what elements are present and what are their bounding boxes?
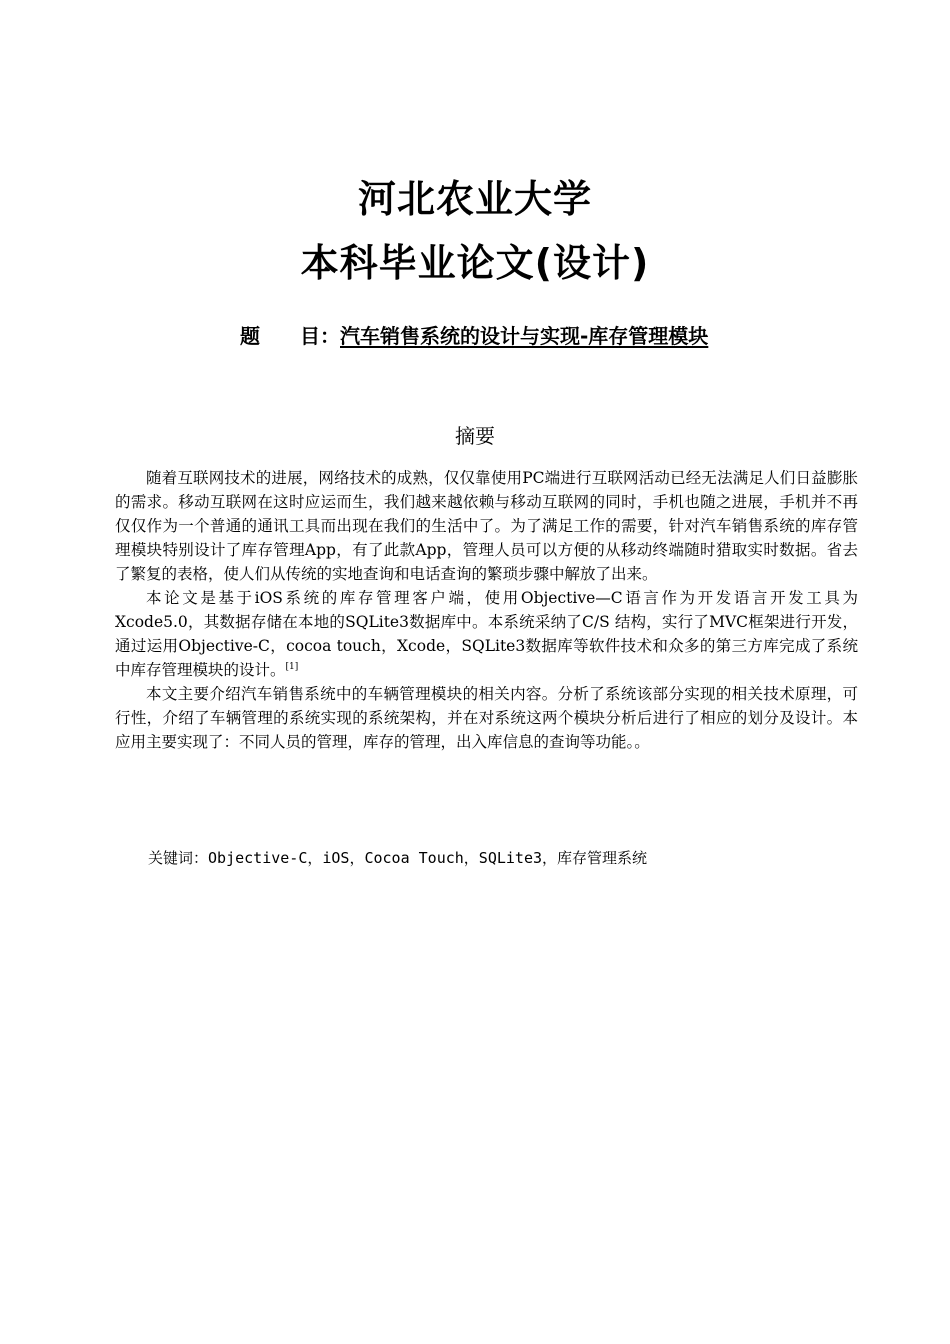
subject-label-part1: 题: [240, 324, 260, 348]
citation-marker: [1]: [285, 661, 299, 672]
abstract-paragraph-2-text: 本论文是基于iOS系统的库存管理客户端，使用Objective—C语言作为开发语言开发工具为Xcode5.0，其数据存储在本地的SQLite3数据库中。本系统采纳了C/S 结构，实行了MVC框架进行开发，通过运用Objective-C，cocoa touch，Xcode，SQLite3数据库等软件技术和众多的第三方库完成了系统中库存管理模块的设计。: [115, 589, 858, 679]
abstract-heading: 摘要: [455, 424, 495, 448]
keywords-value: Objective-C，iOS，Cocoa Touch，SQLite3，库存管理系统: [208, 849, 648, 867]
abstract-body: [115, 466, 858, 754]
abstract-paragraph-1-text: 随着互联网技术的进展，网络技术的成熟，仅仅靠使用PC端进行互联网活动已经无法满足人们日益膨胀的需求。移动互联网在这时应运而生，我们越来越依赖与移动互联网的同时，手机也随之进展，手机并不再仅仅作为一个普通的通讯工具而出现在我们的生活中了。为了满足工作的需要，针对汽车销售系统的库存管理模块特别设计了库存管理App，有了此款App，管理人员可以方便的从移动终端随时猎取实时数据。省去了繁复的表格，使人们从传统的实地查询和电话查询的繁琐步骤中解放了出来。: [115, 469, 858, 583]
thesis-type-title: 本科毕业论文(设计): [300, 241, 650, 285]
keywords-label: 关键词：: [148, 849, 209, 867]
subject-value: 汽车销售系统的设计与实现-库存管理模块: [340, 324, 709, 348]
university-name: 河北农业大学: [357, 177, 592, 221]
abstract-paragraph-1: [115, 466, 858, 586]
abstract-paragraph-3: [115, 682, 858, 754]
abstract-paragraph-3-text: 本文主要介绍汽车销售系统中的车辆管理模块的相关内容。分析了系统该部分实现的相关技术原理，可行性，介绍了车辆管理的系统实现的系统架构，并在对系统这两个模块分析后进行了相应的划分及设计。本应用主要实现了：不同人员的管理，库存的管理，出入库信息的查询等功能。。: [115, 685, 858, 751]
subject-label-part2: 目：: [300, 324, 340, 348]
abstract-paragraph-2: [115, 586, 858, 682]
keywords-line: [148, 846, 868, 870]
thesis-subject: [240, 322, 860, 350]
